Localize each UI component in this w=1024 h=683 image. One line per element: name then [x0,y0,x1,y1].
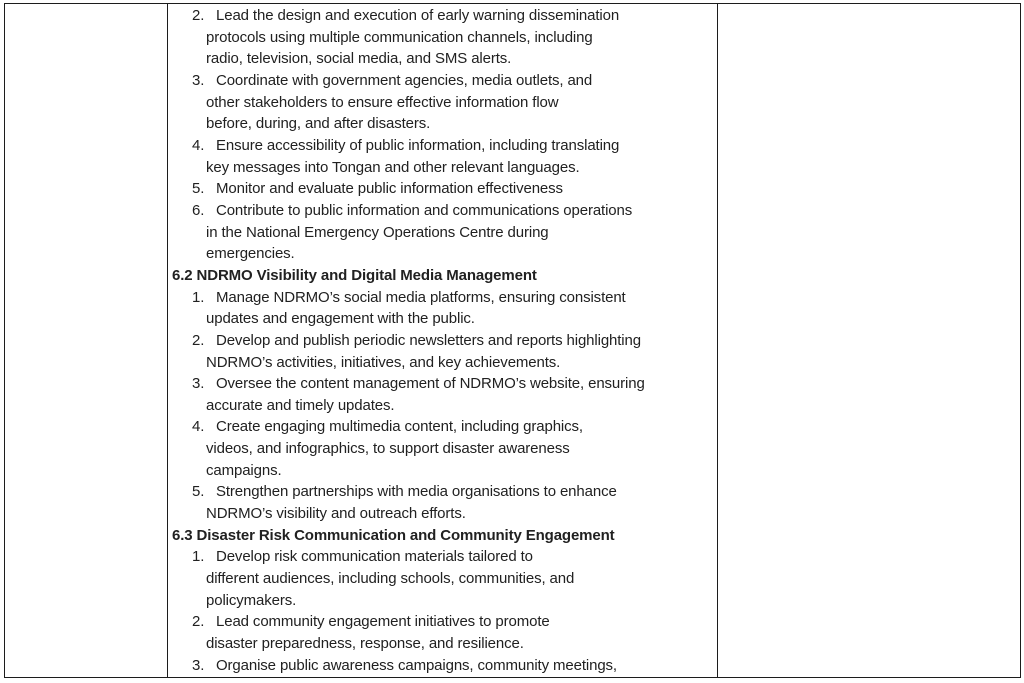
list-item [172,330,713,373]
text-line: Strengthen partnerships with media organisations to enhance [216,483,617,501]
text-line: key messages into Tongan and other relevant languages. [206,158,580,176]
text-line: Oversee the content management of NDRMO’s website, ensuring [216,375,645,393]
text-line: different audiences, including schools, communities, and [206,570,575,588]
list-item-number: 4. [192,418,205,436]
list-item-number: 5. [192,180,205,198]
text-line: Create engaging multimedia content, including graphics, [216,418,583,436]
list-item-number: 6. [192,201,205,219]
list-item [172,178,713,200]
text-line: protocols using multiple communication channels, including [206,28,593,46]
text-line: updates and engagement with the public. [206,310,475,328]
list-item [172,135,713,178]
list-item-number: 2. [192,7,205,24]
list-item-number: 3. [192,656,205,674]
text-line: Ensure accessibility of public information, including translating [216,136,620,154]
text-line: Develop risk communication materials tailored to [216,548,533,566]
section-heading: 6.3 Disaster Risk Communication and Community Engagement [172,526,615,544]
list-item-number: 2. [192,613,205,631]
text-line: other stakeholders to ensure effective information flow [206,93,559,111]
text-line: Manage NDRMO’s social media platforms, ensuring consistent [216,288,626,306]
list-item [172,655,713,677]
list-item [172,416,713,481]
list-item-number: 5. [192,483,205,501]
list-item [172,200,713,265]
text-line: Coordinate with government agencies, media outlets, and [216,71,593,89]
text-line: accurate and timely updates. [206,396,395,414]
list-item [172,611,713,654]
list-item [172,373,713,416]
text-line: emergencies. [206,245,295,263]
text-line: NDRMO’s activities, initiatives, and key achievements. [206,353,561,371]
text-line: Lead community engagement initiatives to promote [216,613,550,631]
list-item [172,546,713,611]
list-item [172,481,713,524]
text-line: Lead the design and execution of early warning dissemination [216,7,620,24]
text-line: Contribute to public information and communications operations [216,201,633,219]
text-line: radio, television, social media, and SMS alerts. [206,50,512,68]
text-line: Monitor and evaluate public information effectiveness [216,180,563,198]
table-cell-left [5,4,168,677]
list-item-number: 1. [192,288,205,306]
text-line: Organise public awareness campaigns, community meetings, [216,656,617,674]
list-item-number: 4. [192,136,205,154]
text-line: Develop and publish periodic newsletters and reports highlighting [216,331,641,349]
list-item [172,70,713,135]
list-item-number: 2. [192,331,205,349]
section-heading: 6.2 NDRMO Visibility and Digital Media Management [172,266,537,284]
text-line: videos, and infographics, to support disaster awareness [206,440,570,458]
list-item [172,5,713,70]
document-table [4,3,1021,678]
list-item-number: 1. [192,548,205,566]
text-line: policymakers. [206,591,297,609]
list-item-number: 3. [192,71,205,89]
text-line: NDRMO’s visibility and outreach efforts. [206,505,466,523]
text-line: disaster preparedness, response, and resilience. [206,635,524,653]
text-line: campaigns. [206,461,282,479]
text-line: in the National Emergency Operations Centre during [206,223,549,241]
table-cell-right [718,4,1020,677]
text-line: before, during, and after disasters. [206,115,431,133]
table-cell-content [168,4,718,677]
list-item-number: 3. [192,375,205,393]
list-item [172,287,713,330]
